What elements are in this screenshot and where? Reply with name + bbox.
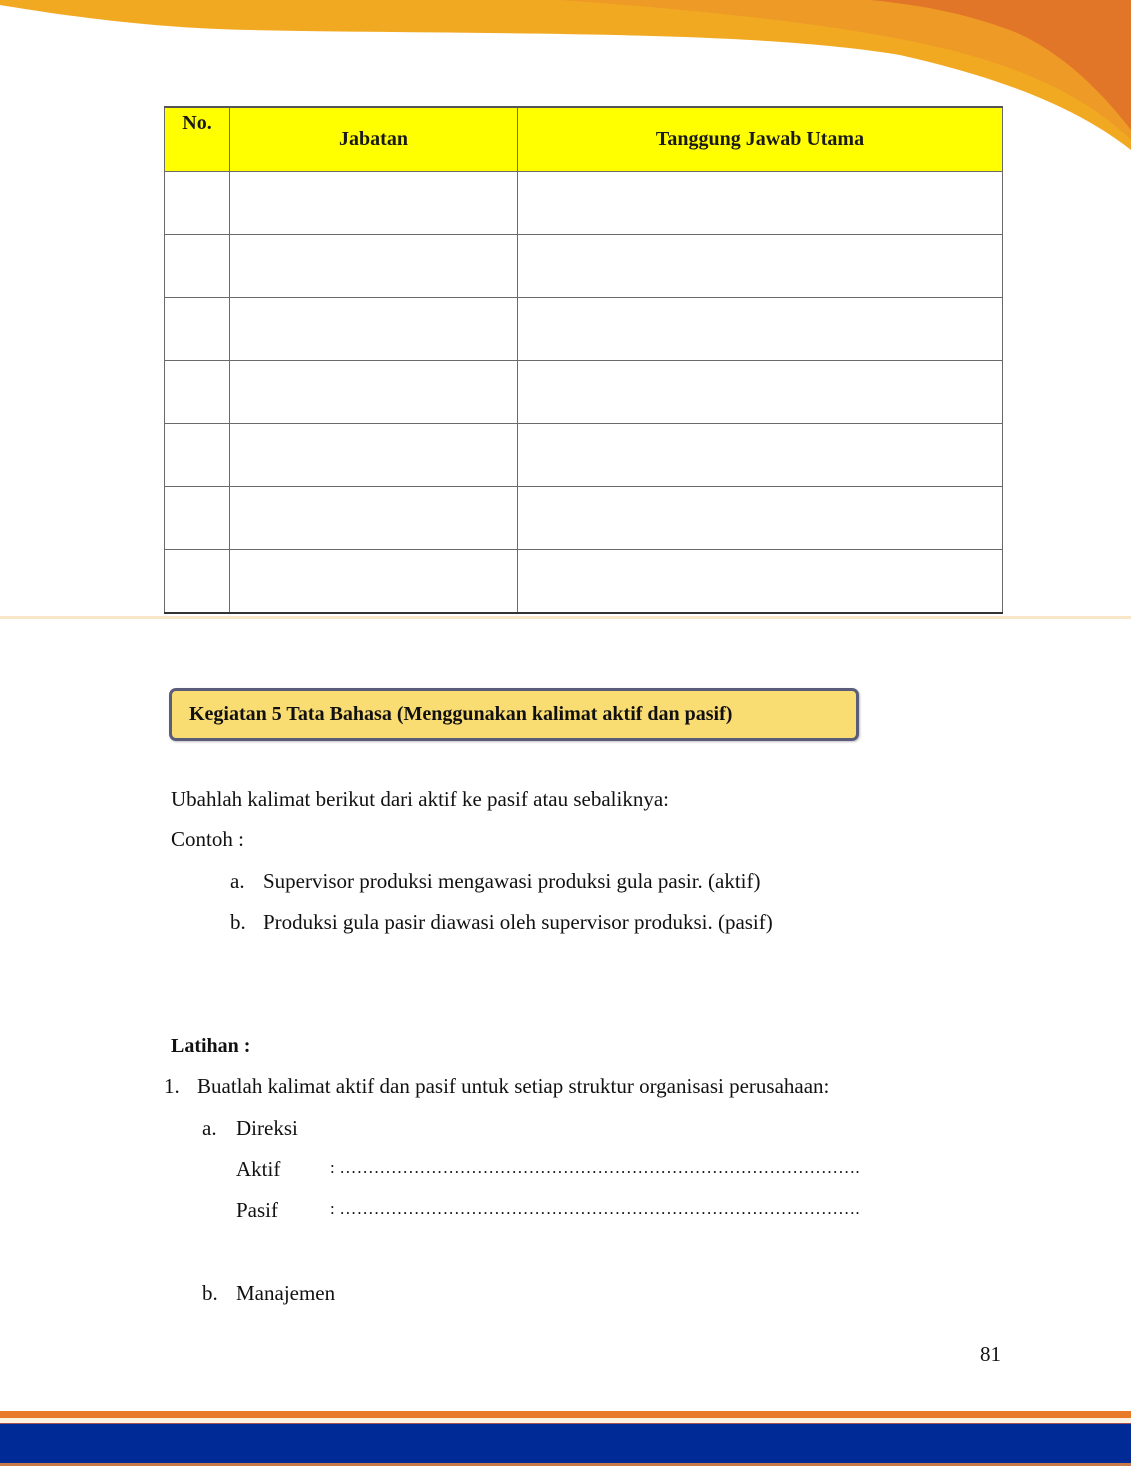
example-marker-a: a. [230, 869, 245, 893]
example-text-a: Supervisor produksi mengawasi produksi gula pasir. (aktif) [263, 869, 761, 893]
cell-no[interactable] [165, 424, 230, 487]
table-row [165, 424, 1003, 487]
example-text-b: Produksi gula pasir diawasi oleh supervisor produksi. (pasif) [263, 910, 773, 934]
cell-tanggung-jawab[interactable] [518, 550, 1003, 614]
cell-no[interactable] [165, 361, 230, 424]
exercise-item-text: Buatlah kalimat aktif dan pasif untuk setiap struktur organisasi perusahaan: [197, 1074, 830, 1098]
exercise-heading: Latihan : [171, 1035, 251, 1057]
cell-tanggung-jawab[interactable] [518, 235, 1003, 298]
cell-jabatan[interactable] [230, 298, 518, 361]
field-pasif-answer-line[interactable]: : ………………………………………………………………………………. [330, 1199, 860, 1218]
cell-no[interactable] [165, 235, 230, 298]
activity-title-box [169, 688, 859, 741]
cell-no[interactable] [165, 298, 230, 361]
table-header-row [165, 107, 1003, 172]
page-fold-line [0, 616, 1131, 619]
cell-jabatan[interactable] [230, 172, 518, 235]
cell-tanggung-jawab[interactable] [518, 424, 1003, 487]
page-number: 81 [980, 1342, 1001, 1366]
column-header-tanggung-jawab: Tanggung Jawab Utama [518, 107, 1003, 172]
footer-orange-stripe [0, 1411, 1131, 1418]
subitem-label-manajemen: Manajemen [236, 1281, 336, 1305]
subitem-label-direksi: Direksi [236, 1116, 298, 1140]
cell-no[interactable] [165, 487, 230, 550]
cell-jabatan[interactable] [230, 550, 518, 614]
cell-no[interactable] [165, 550, 230, 614]
responsibility-table [164, 106, 1003, 614]
field-aktif-answer-line[interactable]: : ………………………………………………………………………………. [330, 1158, 860, 1177]
column-header-jabatan: Jabatan [230, 107, 518, 172]
subitem-marker-b: b. [202, 1281, 218, 1305]
field-label-pasif: Pasif [236, 1198, 278, 1222]
cell-jabatan[interactable] [230, 361, 518, 424]
cell-jabatan[interactable] [230, 424, 518, 487]
table-row [165, 298, 1003, 361]
cell-tanggung-jawab[interactable] [518, 487, 1003, 550]
table-row [165, 172, 1003, 235]
table-row [165, 235, 1003, 298]
cell-tanggung-jawab[interactable] [518, 172, 1003, 235]
example-label: Contoh : [171, 827, 244, 851]
instruction-text: Ubahlah kalimat berikut dari aktif ke pasif atau sebaliknya: [171, 787, 669, 811]
column-header-no: No. [165, 107, 230, 172]
cell-tanggung-jawab[interactable] [518, 361, 1003, 424]
table-row [165, 550, 1003, 614]
cell-jabatan[interactable] [230, 235, 518, 298]
example-marker-b: b. [230, 910, 246, 934]
cell-jabatan[interactable] [230, 487, 518, 550]
cell-tanggung-jawab[interactable] [518, 298, 1003, 361]
field-label-aktif: Aktif [236, 1157, 281, 1181]
footer-blue-band [0, 1424, 1131, 1463]
activity-title: Kegiatan 5 Tata Bahasa (Menggunakan kalimat aktif dan pasif) [189, 703, 733, 725]
table-row [165, 487, 1003, 550]
cell-no[interactable] [165, 172, 230, 235]
exercise-item-marker: 1. [164, 1074, 180, 1098]
table-row [165, 361, 1003, 424]
subitem-marker-a: a. [202, 1116, 217, 1140]
